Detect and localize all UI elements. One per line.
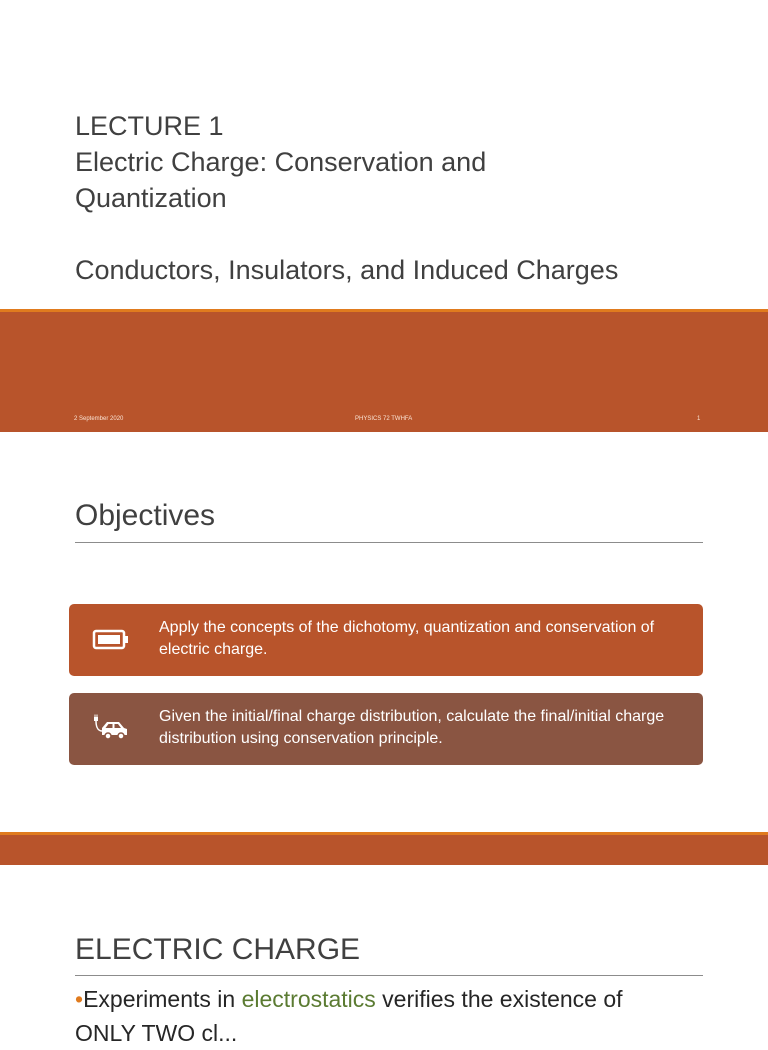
slide-title (75, 108, 486, 216)
highlighted-term: electrostatics (241, 986, 376, 1012)
footer-page-number: 1 (697, 416, 701, 422)
objective-card (69, 693, 703, 765)
objective-card (69, 604, 703, 676)
electric-car-icon (91, 711, 131, 747)
bullet-marker: • (75, 986, 84, 1012)
footer-band (0, 309, 768, 432)
battery-icon (91, 622, 131, 658)
slide-heading: ELECTRIC CHARGE (75, 933, 361, 966)
header-band (0, 832, 768, 865)
bullet-text: verifies the existence of (375, 986, 623, 1012)
heading-divider (75, 975, 703, 976)
footer-date: 2 September 2020 (74, 416, 124, 422)
electric-charge-slide (0, 832, 768, 1046)
title-line: LECTURE 1 (75, 111, 224, 141)
slide-heading: Objectives (75, 499, 216, 532)
title-slide (0, 0, 768, 432)
objective-text: Apply the concepts of the dichotomy, quantization and conservation of electric charge. (159, 619, 655, 658)
footer-course: PHYSICS 72 TWHFA (355, 416, 413, 422)
title-line: Electric Charge: Conservation and (75, 147, 487, 177)
objectives-slide (0, 432, 768, 832)
slide-subtitle: Conductors, Insulators, and Induced Charges (75, 255, 619, 285)
bullet-text: Experiments in (83, 986, 242, 1012)
heading-divider (75, 542, 703, 543)
title-line: Quantization (75, 183, 227, 213)
objective-text: Given the initial/final charge distribution, calculate the final/initial charge distribution using conservation principle. (159, 708, 665, 747)
bullet-continuation: ONLY TWO cl... (75, 1020, 238, 1046)
bullet-point (75, 982, 623, 1050)
